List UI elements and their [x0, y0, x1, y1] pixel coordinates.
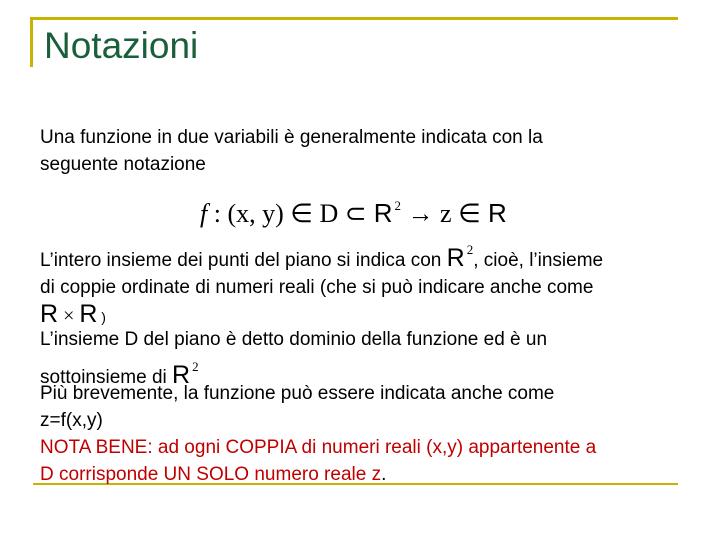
plane-line-1: [40, 236, 603, 274]
formula-R-codomain: R: [480, 198, 507, 228]
intro-line-1: Una funzione in due variabili è generalmente indicata con la: [40, 127, 543, 148]
frame-left-line: [30, 17, 33, 67]
brief-line-2: z=f(x,y): [40, 410, 103, 431]
domain-R: R: [172, 361, 191, 389]
formula-in-symbol-2: ∈: [458, 199, 481, 228]
slide-title: Notazioni: [44, 25, 199, 66]
domain-exponent: 2: [192, 359, 199, 374]
nota-line-1: NOTA BENE: ad ogni COPPIA di numeri reali (x,y) appartenente a: [40, 437, 597, 458]
plane-line-2: di coppie ordinate di numeri reali (che si può indicare anche come: [40, 277, 594, 298]
paragraph-brief: [40, 380, 554, 434]
paragraph-plane: [40, 236, 603, 331]
product-R-1: R: [40, 300, 59, 328]
product-times: ×: [58, 305, 80, 327]
nota-line-2-text: D corrisponde UN SOLO numero reale z: [40, 464, 382, 485]
domain-line-2-text: sottoinsieme di: [40, 367, 173, 388]
function-formula: [200, 198, 507, 229]
nota-bene-block: [40, 434, 596, 488]
product-R-2: R: [79, 300, 98, 328]
domain-line-1: L’insieme D del piano è detto dominio della funzione ed è un: [40, 329, 548, 350]
plane-R: R: [446, 244, 465, 272]
formula-exponent: 2: [394, 198, 402, 213]
plane-line-1-text: L’intero insieme dei punti del piano si indica con: [40, 250, 447, 271]
plane-line-1-rest: , cioè, l’insieme: [473, 250, 604, 271]
intro-line-2: seguente notazione: [40, 154, 206, 175]
brief-line-1: Più brevemente, la funzione può essere indicata anche come: [40, 383, 555, 404]
formula-in-symbol: ∈: [290, 199, 313, 228]
formula-R: R: [366, 198, 393, 228]
plane-exponent: 2: [466, 242, 474, 257]
formula-arrow-z: → z: [401, 199, 459, 228]
formula-domain-part: : (x, y): [207, 199, 291, 228]
formula-subset-symbol: ⊂: [344, 199, 367, 228]
frame-top-line: [30, 17, 678, 20]
product-close-paren: ): [97, 309, 106, 325]
nota-period: .: [381, 464, 387, 485]
formula-f: f: [200, 199, 208, 228]
paragraph-intro: [40, 124, 543, 178]
nota-line-2: [40, 461, 596, 488]
formula-D: D: [312, 199, 345, 228]
